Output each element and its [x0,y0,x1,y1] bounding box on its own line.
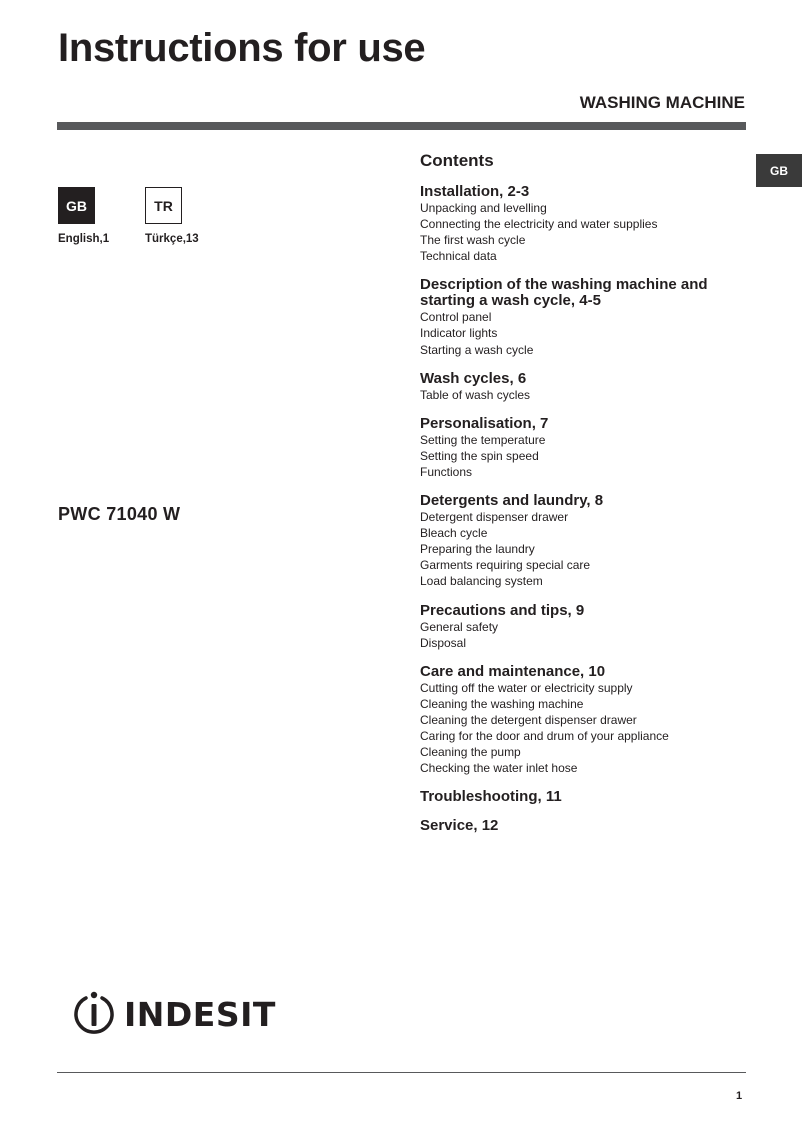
contents-section-title[interactable]: Troubleshooting, 11 [420,788,562,806]
contents-section-item[interactable]: Setting the spin speed [420,448,539,463]
contents-section [420,277,750,357]
table-of-contents [420,151,750,847]
footer-divider [57,1072,746,1073]
contents-section-item[interactable]: Bleach cycle [420,526,488,541]
document-subtitle: WASHING MACHINE [579,93,745,112]
indesit-logo-icon [71,990,117,1038]
contents-section-item[interactable]: Detergent dispenser drawer [420,510,569,525]
contents-section-item[interactable]: Table of wash cycles [420,387,531,402]
contents-section-title[interactable]: Wash cycles, 6 [420,369,527,387]
contents-section-title[interactable]: Precautions and tips, 9 [420,601,585,619]
contents-section-item[interactable]: Functions [420,464,473,479]
model-number: PWC 71040 W [58,504,181,524]
contents-section-item[interactable]: Indicator lights [420,326,498,341]
brand-name: INDESIT [124,994,276,1034]
contents-section-item[interactable]: Preparing the laundry [420,542,535,557]
contents-section-title[interactable]: Service, 12 [420,817,499,835]
contents-section-title[interactable]: Care and maintenance, 10 [420,662,606,680]
contents-section [420,493,750,589]
language-gb-label: English,1 [58,233,110,245]
language-gb[interactable] [58,187,128,245]
contents-section-item[interactable]: The first wash cycle [420,233,526,248]
language-side-tab: GB [756,154,802,187]
language-gb-badge: GB [58,187,95,224]
page-number: 1 [736,1090,743,1102]
contents-section-item[interactable]: Starting a wash cycle [420,342,534,357]
contents-section-item[interactable]: Cutting off the water or electricity supply [420,680,633,695]
contents-section [420,371,750,403]
page-title: Instructions for use [58,26,426,70]
contents-section-title[interactable]: Installation, 2-3 [420,183,530,200]
contents-section-item[interactable]: Cleaning the washing machine [420,696,584,711]
contents-section-title[interactable]: Personalisation, 7 [420,414,549,432]
contents-section-item[interactable]: Caring for the door and drum of your appliance [420,728,669,743]
contents-section-item[interactable]: Checking the water inlet hose [420,761,578,776]
contents-section-item[interactable]: General safety [420,619,499,634]
contents-section-title[interactable]: Description of the washing machine and starting a wash cycle, 4-5 [420,276,708,310]
language-tr-label: Türkçe,13 [145,233,199,245]
contents-section-item[interactable]: Connecting the electricity and water supplies [420,217,658,232]
brand-logo [71,990,276,1038]
contents-section-item[interactable]: Unpacking and levelling [420,201,547,215]
contents-section [420,789,750,805]
header-divider [57,122,746,130]
contents-section [420,416,750,480]
language-tr[interactable] [145,187,215,245]
contents-section-item[interactable]: Setting the temperature [420,432,546,447]
contents-section [420,664,750,777]
contents-section [420,818,750,834]
contents-section-item[interactable]: Disposal [420,635,467,650]
contents-section-item[interactable]: Load balancing system [420,574,543,589]
contents-section-item[interactable]: Control panel [420,310,492,325]
language-tr-badge: TR [145,187,182,224]
contents-section [420,603,750,651]
contents-section [420,184,750,264]
contents-heading: Contents [420,151,494,170]
contents-section-item[interactable]: Technical data [420,249,497,264]
contents-section-item[interactable]: Cleaning the pump [420,745,521,760]
contents-section-item[interactable]: Garments requiring special care [420,558,591,573]
contents-section-title[interactable]: Detergents and laundry, 8 [420,492,604,510]
contents-section-item[interactable]: Cleaning the detergent dispenser drawer [420,712,637,727]
